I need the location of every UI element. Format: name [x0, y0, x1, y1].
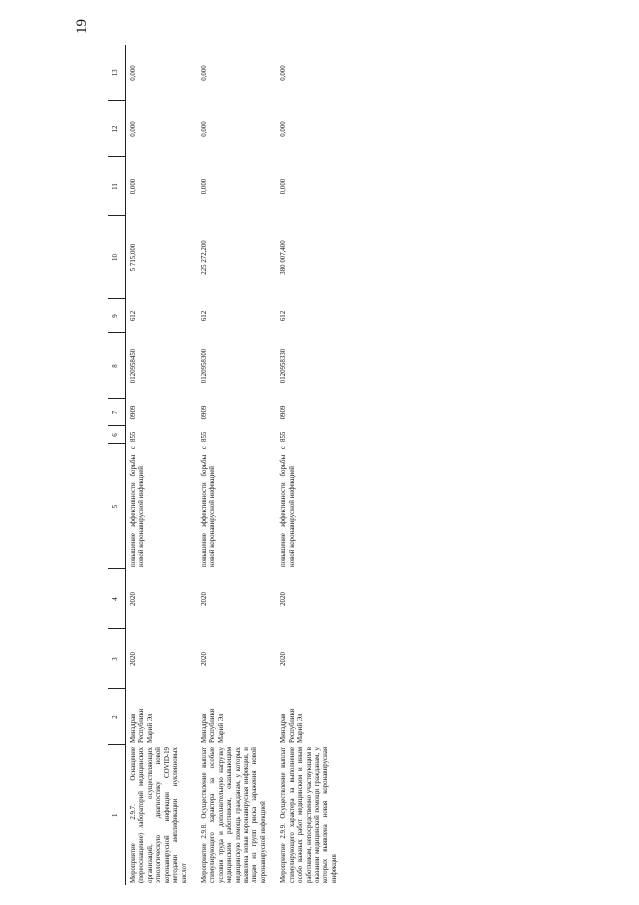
amount-col13-cell: 0,000: [280, 65, 288, 81]
vr-cell: 612: [130, 310, 137, 322]
column-header: 8: [108, 333, 126, 399]
csr-cell: 0120958300: [200, 348, 208, 384]
csr-cell: 0120958450: [130, 348, 137, 384]
amount-2020-cell: 5 715,000: [130, 243, 137, 272]
year-start-cell: 2020: [200, 652, 208, 666]
rzpr-cell: 0909: [130, 405, 137, 420]
column-header: 4: [108, 569, 126, 629]
column-header: 1: [108, 745, 126, 885]
rzpr-cell: 0909: [280, 405, 288, 420]
year-end-cell: 2020: [200, 592, 208, 606]
page-number: 19: [74, 19, 90, 34]
amount-col11-cell: 0,000: [130, 178, 137, 195]
rzpr-cell: 0909: [200, 405, 208, 420]
column-header: 13: [108, 45, 126, 101]
result-cell: повышение эффективности борьбы с новой коронавирусной инфекцией: [200, 446, 217, 567]
vr-cell: 612: [280, 310, 288, 322]
column-header: 5: [108, 444, 126, 569]
column-header: 3: [108, 629, 126, 689]
table-row: [276, 45, 347, 885]
year-end-cell: 2020: [280, 592, 288, 606]
amount-col12-cell: 0,000: [130, 121, 137, 137]
column-header: 12: [108, 101, 126, 157]
vr-cell: 612: [200, 310, 208, 322]
column-header: 11: [108, 157, 126, 216]
amount-col13-cell: 0,000: [200, 65, 208, 81]
amount-2020-cell: 225 272,200: [200, 240, 208, 275]
year-end-cell: 2020: [130, 592, 137, 606]
executor-cell: Минздрав Республики Марий Эл: [280, 708, 305, 743]
grbs-cell: 855: [130, 431, 137, 442]
grbs-cell: 855: [280, 431, 288, 442]
amount-col11-cell: 0,000: [280, 178, 288, 195]
amount-col13-cell: 0,000: [130, 65, 137, 81]
result-cell: повышение эффективности борьбы с новой коронавирусной инфекцией: [280, 446, 296, 567]
executor-cell: Минздрав Республики Марий Эл: [200, 708, 225, 743]
result-cell: повышение эффективности борьбы с новой коронавирусной инфекцией: [130, 446, 146, 567]
amount-2020-cell: 380 007,400: [280, 240, 288, 275]
year-start-cell: 2020: [280, 652, 288, 666]
amount-col12-cell: 0,000: [200, 121, 208, 137]
column-number-row: [108, 45, 126, 885]
executor-cell: Минздрав Республики Марий Эл: [130, 708, 154, 743]
measure-cell: Мероприятие 2.9.9. Осуществление выплат стимулирующего характера за выполнение особо важных работ медицинским и иным работникам, непосредственно участвующим в оказании медицинской помощи гражданам, у которых выявлена новая коронавирусная инфекция: [280, 747, 338, 883]
amount-col12-cell: 0,000: [280, 121, 288, 137]
table-row: [126, 45, 197, 885]
measure-cell: Мероприятие 2.9.7. Оснащение (переоснащение) лабораторий медицинских организаций, осуществляющих этиологическую диагностику новой коронавирусной инфекции COVID-19 методами амплификации нуклеиновых кислот: [130, 747, 188, 883]
grbs-cell: 855: [200, 431, 208, 442]
table-row: [197, 45, 276, 885]
csr-cell: 0120958330: [280, 348, 288, 384]
column-header: 6: [108, 426, 126, 444]
measure-cell: Мероприятие 2.9.8. Осуществление выплат стимулирующего характера за особые условия труда и дополнительную нагрузку медицинским работникам, оказывающим медицинскую помощь гражданам, у которых выявлена новая коронавирусная инфекция, и лицам из групп риска заражения новой коронавирусной инфекцией: [200, 747, 267, 883]
year-start-cell: 2020: [130, 652, 137, 666]
rotated-table-container: [108, 45, 528, 885]
column-header: 2: [108, 689, 126, 745]
column-header: 9: [108, 299, 126, 333]
budget-table: [108, 45, 347, 885]
amount-col11-cell: 0,000: [200, 178, 208, 195]
column-header: 10: [108, 216, 126, 299]
column-header: 7: [108, 399, 126, 426]
